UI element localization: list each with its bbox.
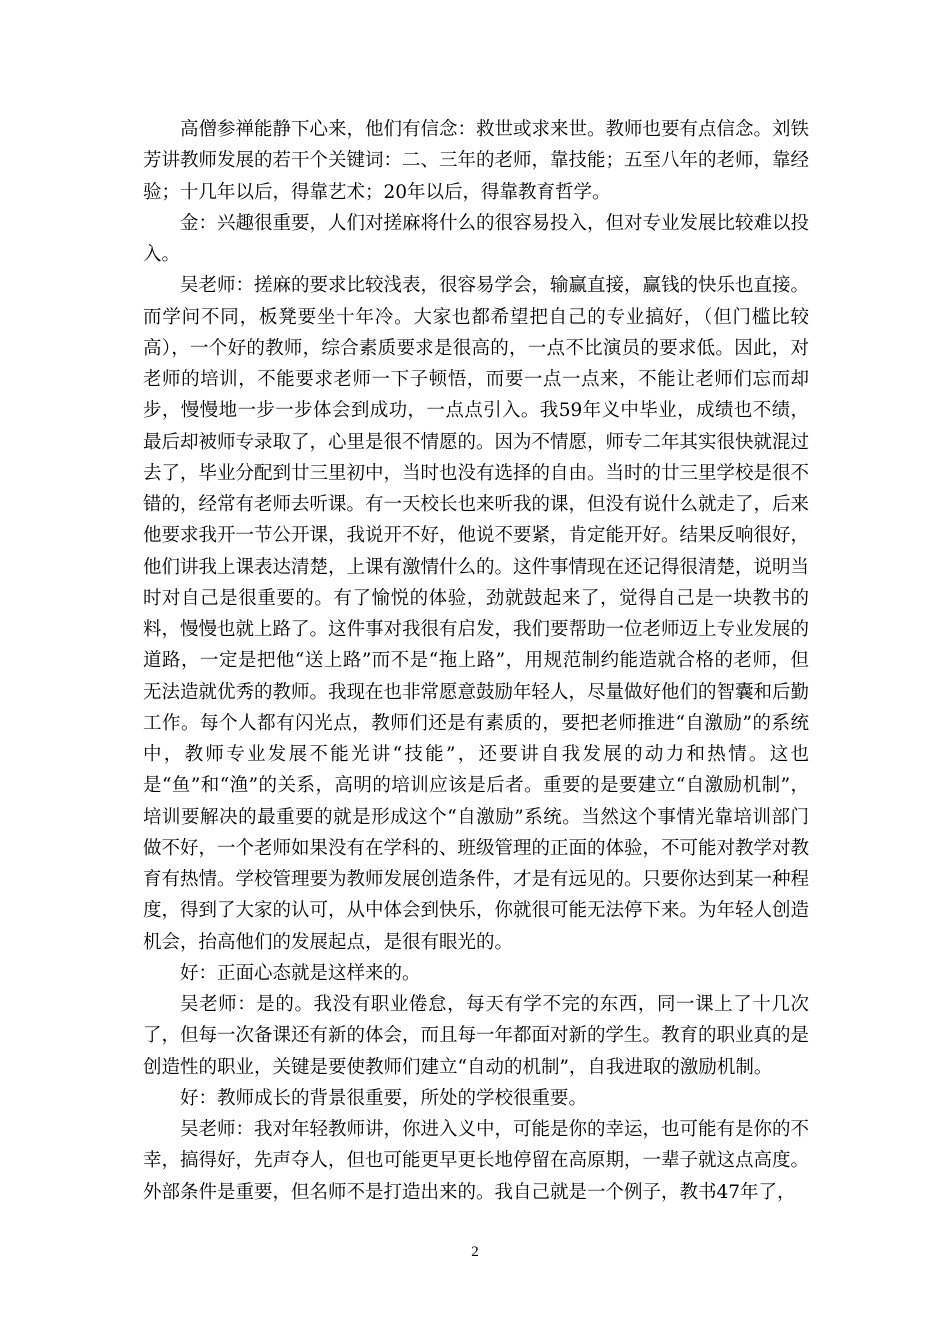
paragraph-belief: 高僧参禅能静下心来，他们有信念：救世或求来世。教师也要有点信念。刘铁芳讲教师发展的若干个关键词：二、三年的老师，靠技能；五至八年的老师，靠经验；十几年以后，得靠艺术；20年以后，得靠教育哲学。 xyxy=(143,119,810,203)
body-text xyxy=(143,114,809,1208)
paragraph-jin-interest: 金：兴趣很重要，人们对搓麻将什么的很容易投入，但对专业发展比较难以投入。 xyxy=(143,212,810,265)
paragraph-hao-background: 好：教师成长的背景很重要，所处的学校很重要。 xyxy=(180,1087,588,1109)
paragraph-wu-young-teachers: 吴老师：我对年轻教师讲，你进入义中，可能是你的幸运，也可能有是你的不幸，搞得好，先声夺人，但也可能更早更长地停留在高原期，一辈子就这点高度。外部条件是重要，但名师不是打造出来的。我自己就是一个例子，教书47年了， xyxy=(143,1119,810,1203)
page-number: 2 xyxy=(471,1244,479,1260)
paragraph-wu-mahjong: 吴老师：搓麻的要求比较浅表，很容易学会，输赢直接，赢钱的快乐也直接。而学问不同，板凳要坐十年冷。大家也都希望把自己的专业搞好，（但门槛比较高），一个好的教师，综合素质要求是很高的，一点不比演员的要求低。因此，对老师的培训，不能要求老师一下子顿悟，而要一点一点来，不能让老师们忘而却步，慢慢地一步一步体会到成功，一点点引入。我59年义中毕业，成绩也不绩，最后却被师专录取了，心里是很不情愿的。因为不情愿，师专二年其实很快就混过去了，毕业分配到廿三里初中，当时也没有选择的自由。当时的廿三里学校是很不错的，经常有老师去听课。有一天校长也来听我的课，但没有说什么就走了，后来他要求我开一节公开课，我说开不好，他说不要紧，肯定能开好。结果反响很好，他们讲我上课表达清楚，上课有激情什么的。这件事情现在还记得很清楚，说明当时对自己是很重要的。有了愉悦的体验，劲就鼓起来了，觉得自己是一块教书的料，慢慢也就上路了。这件事对我很有启发，我们要帮助一位老师迈上专业发展的道路，一定是把他“送上路”而不是“拖上路”，用规范制约能造就合格的老师，但无法造就优秀的教师。我现在也非常愿意鼓励年轻人，尽量做好他们的智囊和后勤工作。每个人都有闪光点，教师们还是有素质的，要把老师推进“自激励”的系统中，教师专业发展不能光讲“技能”，还要讲自我发展的动力和热情。这也是“鱼”和“渔”的关系，高明的培训应该是后者。重要的是要建立“自激励机制”，培训要解决的最重要的就是形成这个“自激励”系统。当然这个事情光靠培训部门做不好，一个老师如果没有在学科的、班级管理的正面的体验，不可能对教学对教育有热情。学校管理要为教师发展创造条件，才是有远见的。只要你达到某一种程度，得到了大家的认可，从中体会到快乐，你就很可能无法停下来。为年轻人创造机会，抬高他们的发展起点，是很有眼光的。 xyxy=(143,275,810,953)
paragraph-hao-attitude: 好：正面心态就是这样来的。 xyxy=(180,962,421,984)
paragraph-wu-no-burnout: 吴老师：是的。我没有职业倦怠，每天有学不完的东西，同一课上了十几次了，但每一次备课还有新的体会，而且每一年都面对新的学生。教育的职业真的是创造性的职业，关键是要使教师们建立“自动的机制”，自我进取的激励机制。 xyxy=(143,994,810,1078)
